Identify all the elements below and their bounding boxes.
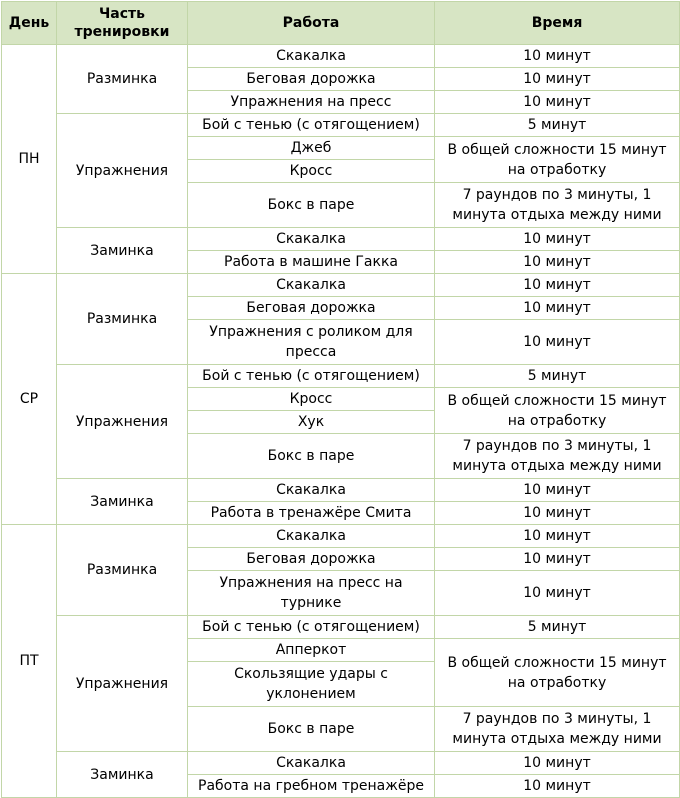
- time-cell: 5 минут: [435, 114, 680, 137]
- work-cell: Скакалка: [188, 752, 435, 775]
- work-cell: Скакалка: [188, 45, 435, 68]
- work-cell: Упражнения с роликом для пресса: [188, 320, 435, 365]
- time-cell: 5 минут: [435, 365, 680, 388]
- work-cell: Беговая дорожка: [188, 548, 435, 571]
- time-cell: 10 минут: [435, 320, 680, 365]
- time-cell: 10 минут: [435, 571, 680, 616]
- day-cell: ПТ: [2, 525, 57, 798]
- time-cell: 7 раундов по 3 минуты, 1 минута отдыха между ними: [435, 434, 680, 479]
- header-row: [2, 2, 680, 45]
- work-cell: Кросс: [188, 388, 435, 411]
- table-row: [2, 45, 680, 68]
- time-cell: 10 минут: [435, 525, 680, 548]
- time-cell: 10 минут: [435, 297, 680, 320]
- table-row: [2, 365, 680, 388]
- work-cell: Упражнения на пресс на турнике: [188, 571, 435, 616]
- work-cell: Скользящие удары с уклонением: [188, 662, 435, 707]
- time-cell: 7 раундов по 3 минуты, 1 минута отдыха между ними: [435, 183, 680, 228]
- table-row: [2, 114, 680, 137]
- header-time: Время: [435, 2, 680, 45]
- work-cell: Скакалка: [188, 525, 435, 548]
- part-cell: Разминка: [57, 45, 188, 114]
- day-cell: СР: [2, 274, 57, 525]
- table-row: [2, 274, 680, 297]
- time-cell: 10 минут: [435, 68, 680, 91]
- work-cell: Скакалка: [188, 274, 435, 297]
- part-cell: Упражнения: [57, 365, 188, 479]
- part-cell: Заминка: [57, 228, 188, 274]
- time-cell: 10 минут: [435, 251, 680, 274]
- work-cell: Бокс в паре: [188, 707, 435, 752]
- part-cell: Упражнения: [57, 616, 188, 752]
- work-cell: Скакалка: [188, 479, 435, 502]
- work-cell: Скакалка: [188, 228, 435, 251]
- work-cell: Работа на гребном тренажёре: [188, 775, 435, 798]
- time-cell: 10 минут: [435, 479, 680, 502]
- work-cell: Кросс: [188, 160, 435, 183]
- training-schedule-table: [1, 1, 680, 798]
- work-cell: Бой с тенью (с отягощением): [188, 365, 435, 388]
- table-row: [2, 525, 680, 548]
- table-row: [2, 752, 680, 775]
- header-day: День: [2, 2, 57, 45]
- work-cell: Бой с тенью (с отягощением): [188, 616, 435, 639]
- work-cell: Беговая дорожка: [188, 68, 435, 91]
- time-cell: 10 минут: [435, 775, 680, 798]
- part-cell: Разминка: [57, 525, 188, 616]
- work-cell: Работа в тренажёре Смита: [188, 502, 435, 525]
- part-cell: Упражнения: [57, 114, 188, 228]
- header-part: Часть тренировки: [57, 2, 188, 45]
- work-cell: Упражнения на пресс: [188, 91, 435, 114]
- work-cell: Бой с тенью (с отягощением): [188, 114, 435, 137]
- time-cell: 10 минут: [435, 91, 680, 114]
- work-cell: Джеб: [188, 137, 435, 160]
- part-cell: Заминка: [57, 479, 188, 525]
- time-cell: 5 минут: [435, 616, 680, 639]
- time-cell: 7 раундов по 3 минуты, 1 минута отдыха между ними: [435, 707, 680, 752]
- time-cell: 10 минут: [435, 502, 680, 525]
- part-cell: Разминка: [57, 274, 188, 365]
- time-cell: В общей сложности 15 минут на отработку: [435, 388, 680, 434]
- table-row: [2, 479, 680, 502]
- work-cell: Бокс в паре: [188, 434, 435, 479]
- time-cell: 10 минут: [435, 752, 680, 775]
- work-cell: Работа в машине Гакка: [188, 251, 435, 274]
- time-cell: В общей сложности 15 минут на отработку: [435, 137, 680, 183]
- work-cell: Хук: [188, 411, 435, 434]
- work-cell: Бокс в паре: [188, 183, 435, 228]
- work-cell: Апперкот: [188, 639, 435, 662]
- day-cell: ПН: [2, 45, 57, 274]
- time-cell: 10 минут: [435, 45, 680, 68]
- time-cell: 10 минут: [435, 228, 680, 251]
- table-row: [2, 616, 680, 639]
- time-cell: 10 минут: [435, 274, 680, 297]
- time-cell: В общей сложности 15 минут на отработку: [435, 639, 680, 707]
- work-cell: Беговая дорожка: [188, 297, 435, 320]
- part-cell: Заминка: [57, 752, 188, 798]
- table-row: [2, 228, 680, 251]
- time-cell: 10 минут: [435, 548, 680, 571]
- header-work: Работа: [188, 2, 435, 45]
